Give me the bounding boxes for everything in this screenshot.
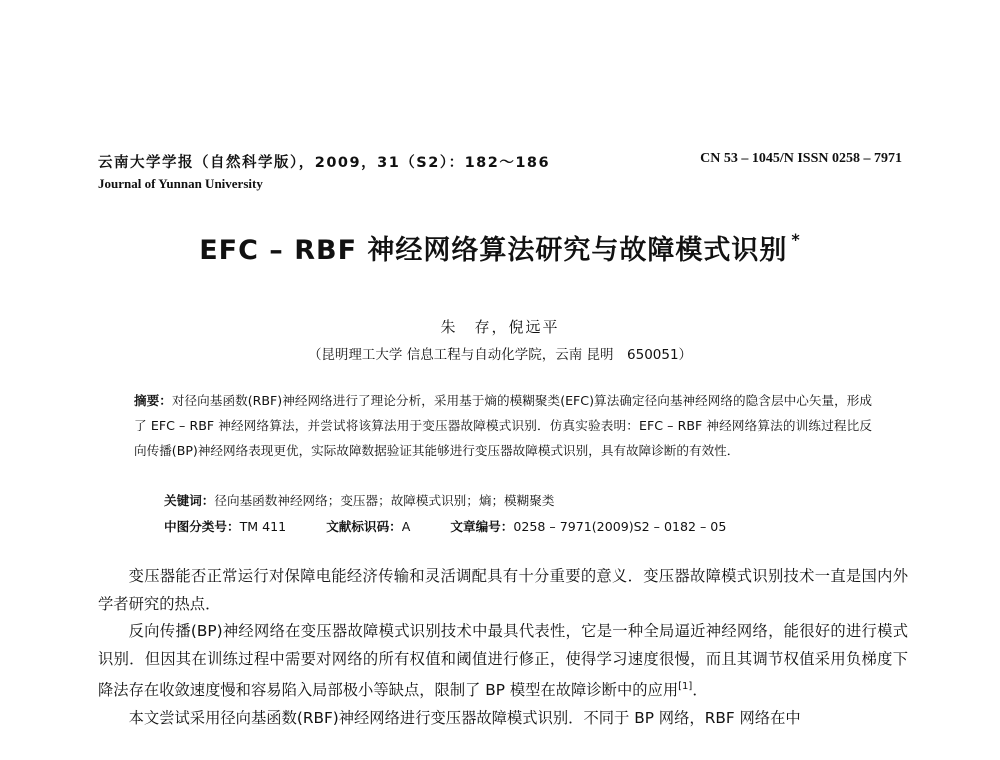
abstract-label: 摘要：	[134, 393, 172, 408]
paper-title	[0, 228, 1000, 267]
body-paragraph-2-text: 反向传播(BP)神经网络在变压器故障模式识别技术中最具代表性，它是一种全局逼近神经网络，能很好的进行模式识别．但因其在训练过程中需要对网络的所有权值和阈值进行修正，使得学习速度很慢，而且其调节权值采用负梯度下降法存在收敛速度慢和容易陷入局部极小等缺点，限制了 BP 模型在故障诊断中的应用	[98, 622, 908, 700]
document-code	[326, 519, 410, 534]
body-paragraph-2	[98, 618, 908, 705]
authors: 朱 存，倪远平	[440, 318, 560, 336]
body-paragraph-3: 本文尝试采用径向基函数(RBF)神经网络进行变压器故障模式识别．不同于 BP 网络，RBF 网络在中	[128, 708, 801, 727]
article-value: 0258 – 7971(2009)S2 – 0182 – 05	[513, 519, 727, 534]
keywords-label: 关键词：	[164, 493, 215, 508]
classification-line	[164, 516, 762, 535]
body-text	[98, 563, 908, 732]
body-paragraph-1: 变压器能否正常运行对保障电能经济传输和灵活调配具有十分重要的意义．变压器故障模式识别技术一直是国内外学者研究的热点．	[98, 567, 908, 613]
keywords-text: 径向基函数神经网络；变压器；故障模式识别；熵；模糊聚类	[214, 493, 555, 508]
doc-value: A	[401, 519, 411, 534]
journal-citation-cn: 云南大学学报（自然科学版），2009，31（S2）：182～186	[98, 155, 551, 171]
abstract	[134, 388, 872, 463]
citation-ref: [1]	[678, 681, 693, 692]
article-number	[450, 519, 726, 534]
article-label: 文章编号：	[450, 519, 514, 534]
doc-label: 文献标识码：	[326, 519, 402, 534]
clc-number	[164, 519, 286, 534]
title-footnote-mark: *	[791, 230, 801, 249]
journal-issn: CN 53 – 1045/N ISSN 0258 – 7971	[700, 151, 902, 166]
paper-title-text: EFC – RBF 神经网络算法研究与故障模式识别	[199, 235, 788, 266]
clc-value: TM 411	[239, 519, 287, 534]
affiliation: （昆明理工大学 信息工程与自动化学院，云南 昆明 650051）	[307, 347, 693, 363]
body-paragraph-2-end: ．	[692, 681, 708, 700]
journal-name-en: Journal of Yunnan University	[98, 176, 263, 191]
abstract-text: 对径向基函数(RBF)神经网络进行了理论分析，采用基于熵的模糊聚类(EFC)算法确定径向基神经网络的隐含层中心矢量，形成了 EFC – RBF 神经网络算法，并尝试将该算法用于变压器故障模式识别．仿真实验表明：EFC – RBF 神经网络算法的训练过程比反向传播(BP)神经网络表现更优，实际故障数据验证其能够进行变压器故障模式识别，具有故障诊断的有效性．	[134, 393, 872, 458]
keywords	[164, 490, 554, 509]
clc-label: 中图分类号：	[164, 519, 240, 534]
